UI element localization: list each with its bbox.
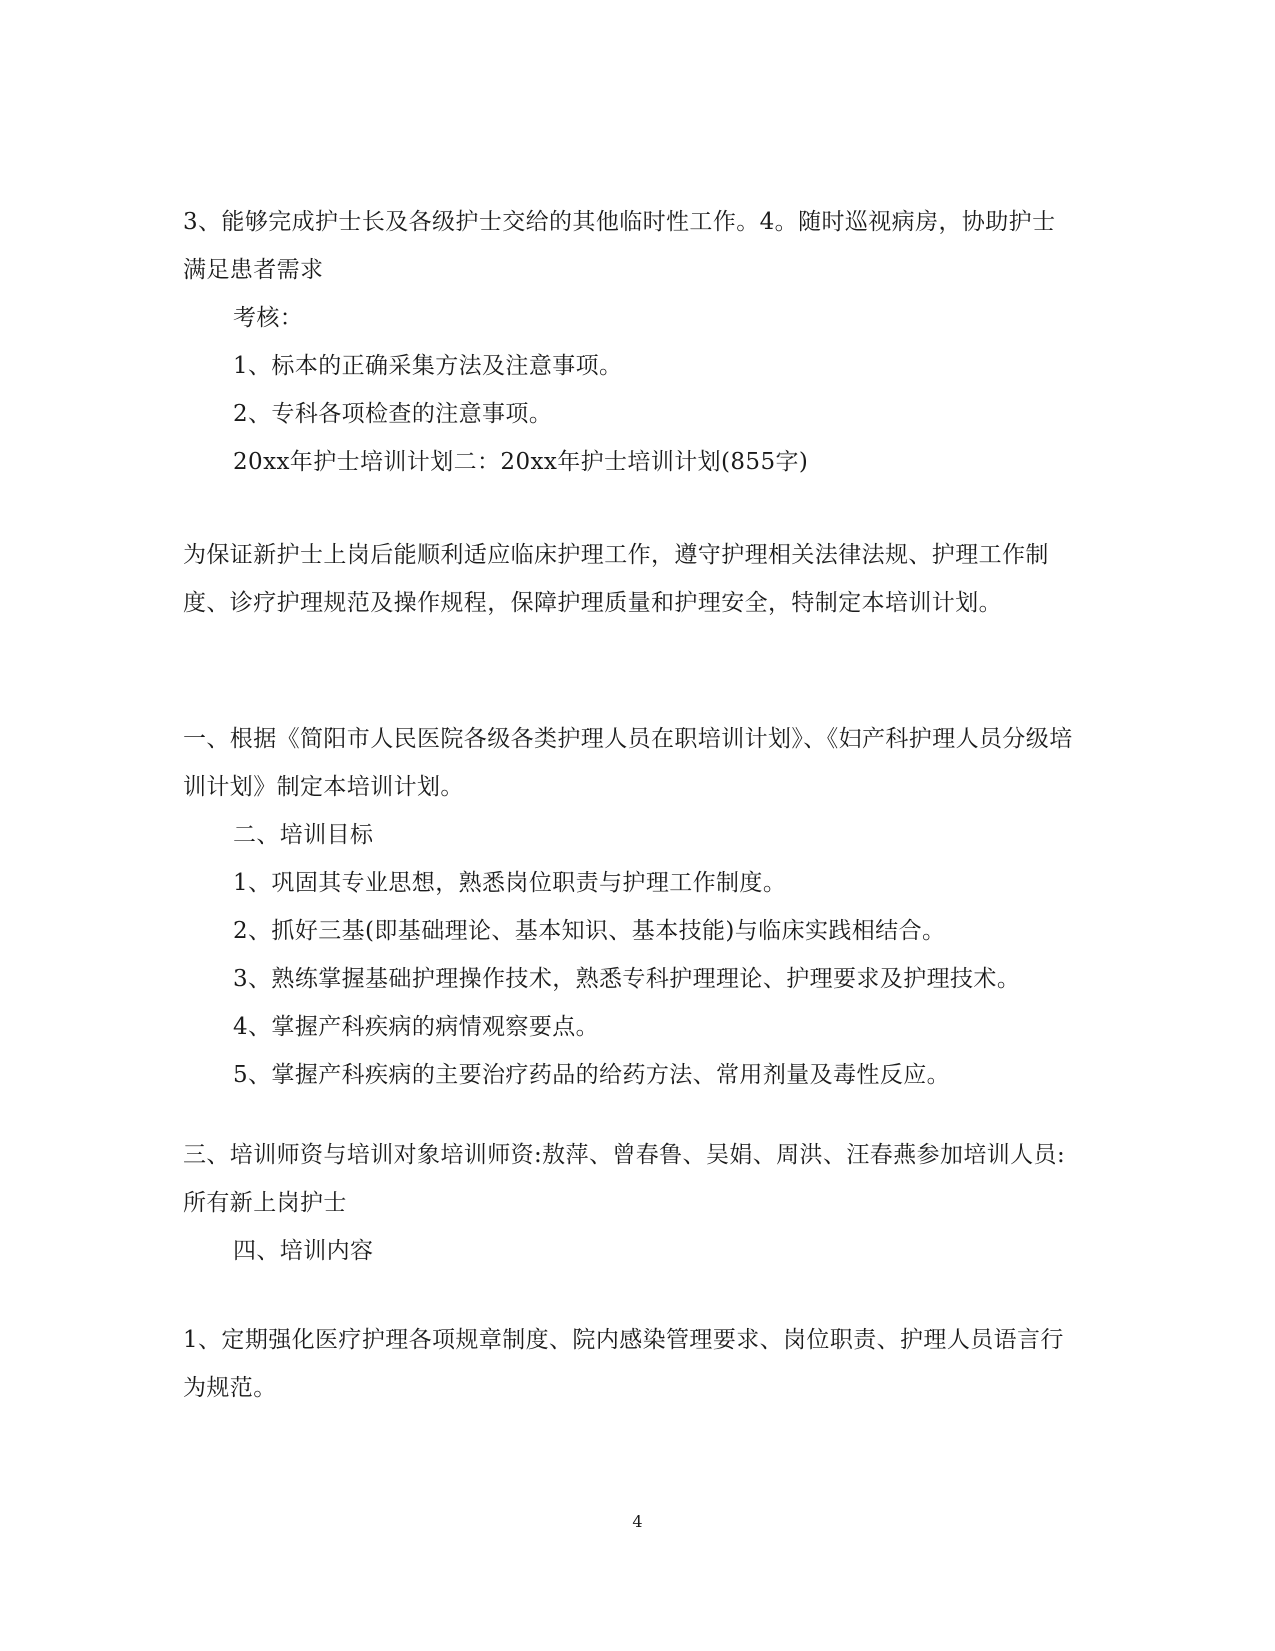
paragraph-basis: 一、根据《简阳市人民医院各级各类护理人员在职培训计划》、《妇产科护理人员分级培训计划》制定本培训计划。 (183, 726, 1073, 800)
heading-training-goals: 二、培训目标 (233, 822, 374, 848)
content-item-1: 1、定期强化医疗护理各项规章制度、院内感染管理要求、岗位职责、护理人员语言行为规范。 (183, 1327, 1064, 1401)
page-number: 4 (632, 1512, 643, 1531)
goal-item-5: 5、掌握产科疾病的主要治疗药品的给药方法、常用剂量及毒性反应。 (233, 1062, 951, 1088)
section-title-plan-two: 20xx年护士培训计划二：20xx年护士培训计划(855字) (233, 449, 809, 475)
paragraph-trainers-and-trainees: 三、培训师资与培训对象培训师资:敖萍、曾春鲁、吴娟、周洪、汪春燕参加培训人员:所有新上岗护士 (183, 1142, 1066, 1216)
goal-item-1: 1、巩固其专业思想，熟悉岗位职责与护理工作制度。 (233, 870, 787, 896)
paragraph-purpose: 为保证新护士上岗后能顺利适应临床护理工作，遵守护理相关法律法规、护理工作制度、诊疗护理规范及操作规程，保障护理质量和护理安全，特制定本培训计划。 (183, 542, 1049, 616)
heading-assessment: 考核： (233, 305, 304, 331)
goal-item-4: 4、掌握产科疾病的病情观察要点。 (233, 1014, 600, 1040)
heading-training-content: 四、培训内容 (233, 1238, 374, 1264)
goal-item-2: 2、抓好三基(即基础理论、基本知识、基本技能)与临床实践相结合。 (233, 918, 946, 944)
assessment-item-2: 2、专科各项检查的注意事项。 (233, 401, 553, 427)
paragraph-duties-3-4: 3、能够完成护士长及各级护士交给的其他临时性工作。4。随时巡视病房，协助护士满足患者需求 (183, 209, 1056, 283)
assessment-item-1: 1、标本的正确采集方法及注意事项。 (233, 353, 623, 379)
goal-item-3: 3、熟练掌握基础护理操作技术，熟悉专科护理理论、护理要求及护理技术。 (233, 966, 1021, 992)
